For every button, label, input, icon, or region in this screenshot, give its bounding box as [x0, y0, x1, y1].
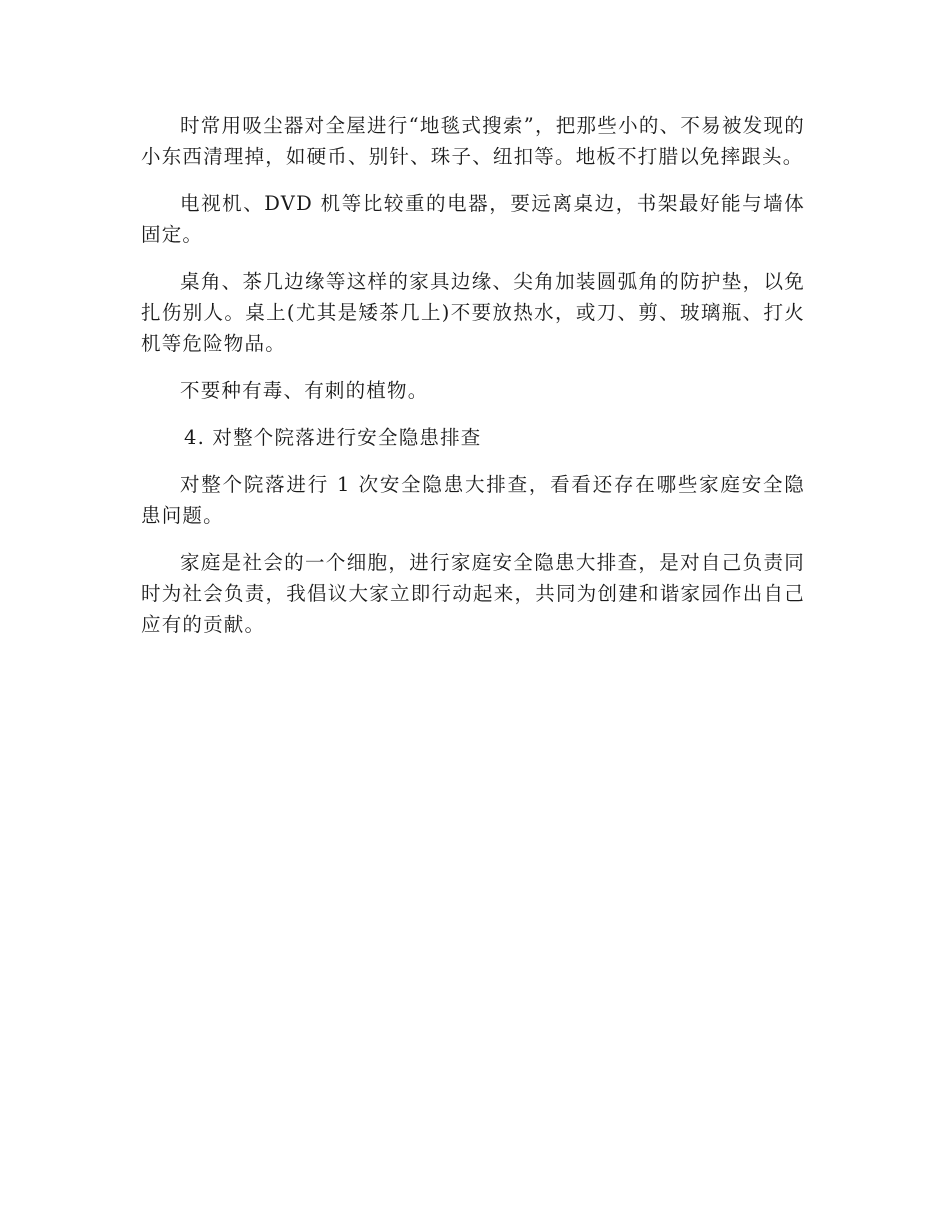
paragraph-courtyard-check: 对整个院落进行 1 次安全隐患大排查，看看还存在哪些家庭安全隐患问题。	[141, 473, 805, 527]
section-heading: 4. 对整个院落进行安全隐患排查	[184, 426, 482, 449]
document-body	[141, 110, 805, 656]
paragraph-furniture-corners: 桌角、茶几边缘等这样的家具边缘、尖角加装圆弧角的防护垫，以免扎伤别人。桌上(尤其是矮茶几上)不要放热水，或刀、剪、玻璃瓶、打火机等危险物品。	[141, 270, 805, 355]
paragraph-conclusion: 家庭是社会的一个细胞，进行家庭安全隐患大排查，是对自己负责同时为社会负责，我倡议大家立即行动起来，共同为创建和谐家园作出自己应有的贡献。	[141, 551, 805, 636]
paragraph-heavy-appliances: 电视机、DVD 机等比较重的电器，要远离桌边，书架最好能与墙体固定。	[141, 192, 805, 246]
paragraph-plants: 不要种有毒、有刺的植物。	[180, 379, 429, 402]
paragraph-vacuum-search: 时常用吸尘器对全屋进行“地毯式搜索”，把那些小的、不易被发现的小东西清理掉，如硬币、别针、珠子、纽扣等。地板不打腊以免摔跟头。	[141, 114, 805, 168]
